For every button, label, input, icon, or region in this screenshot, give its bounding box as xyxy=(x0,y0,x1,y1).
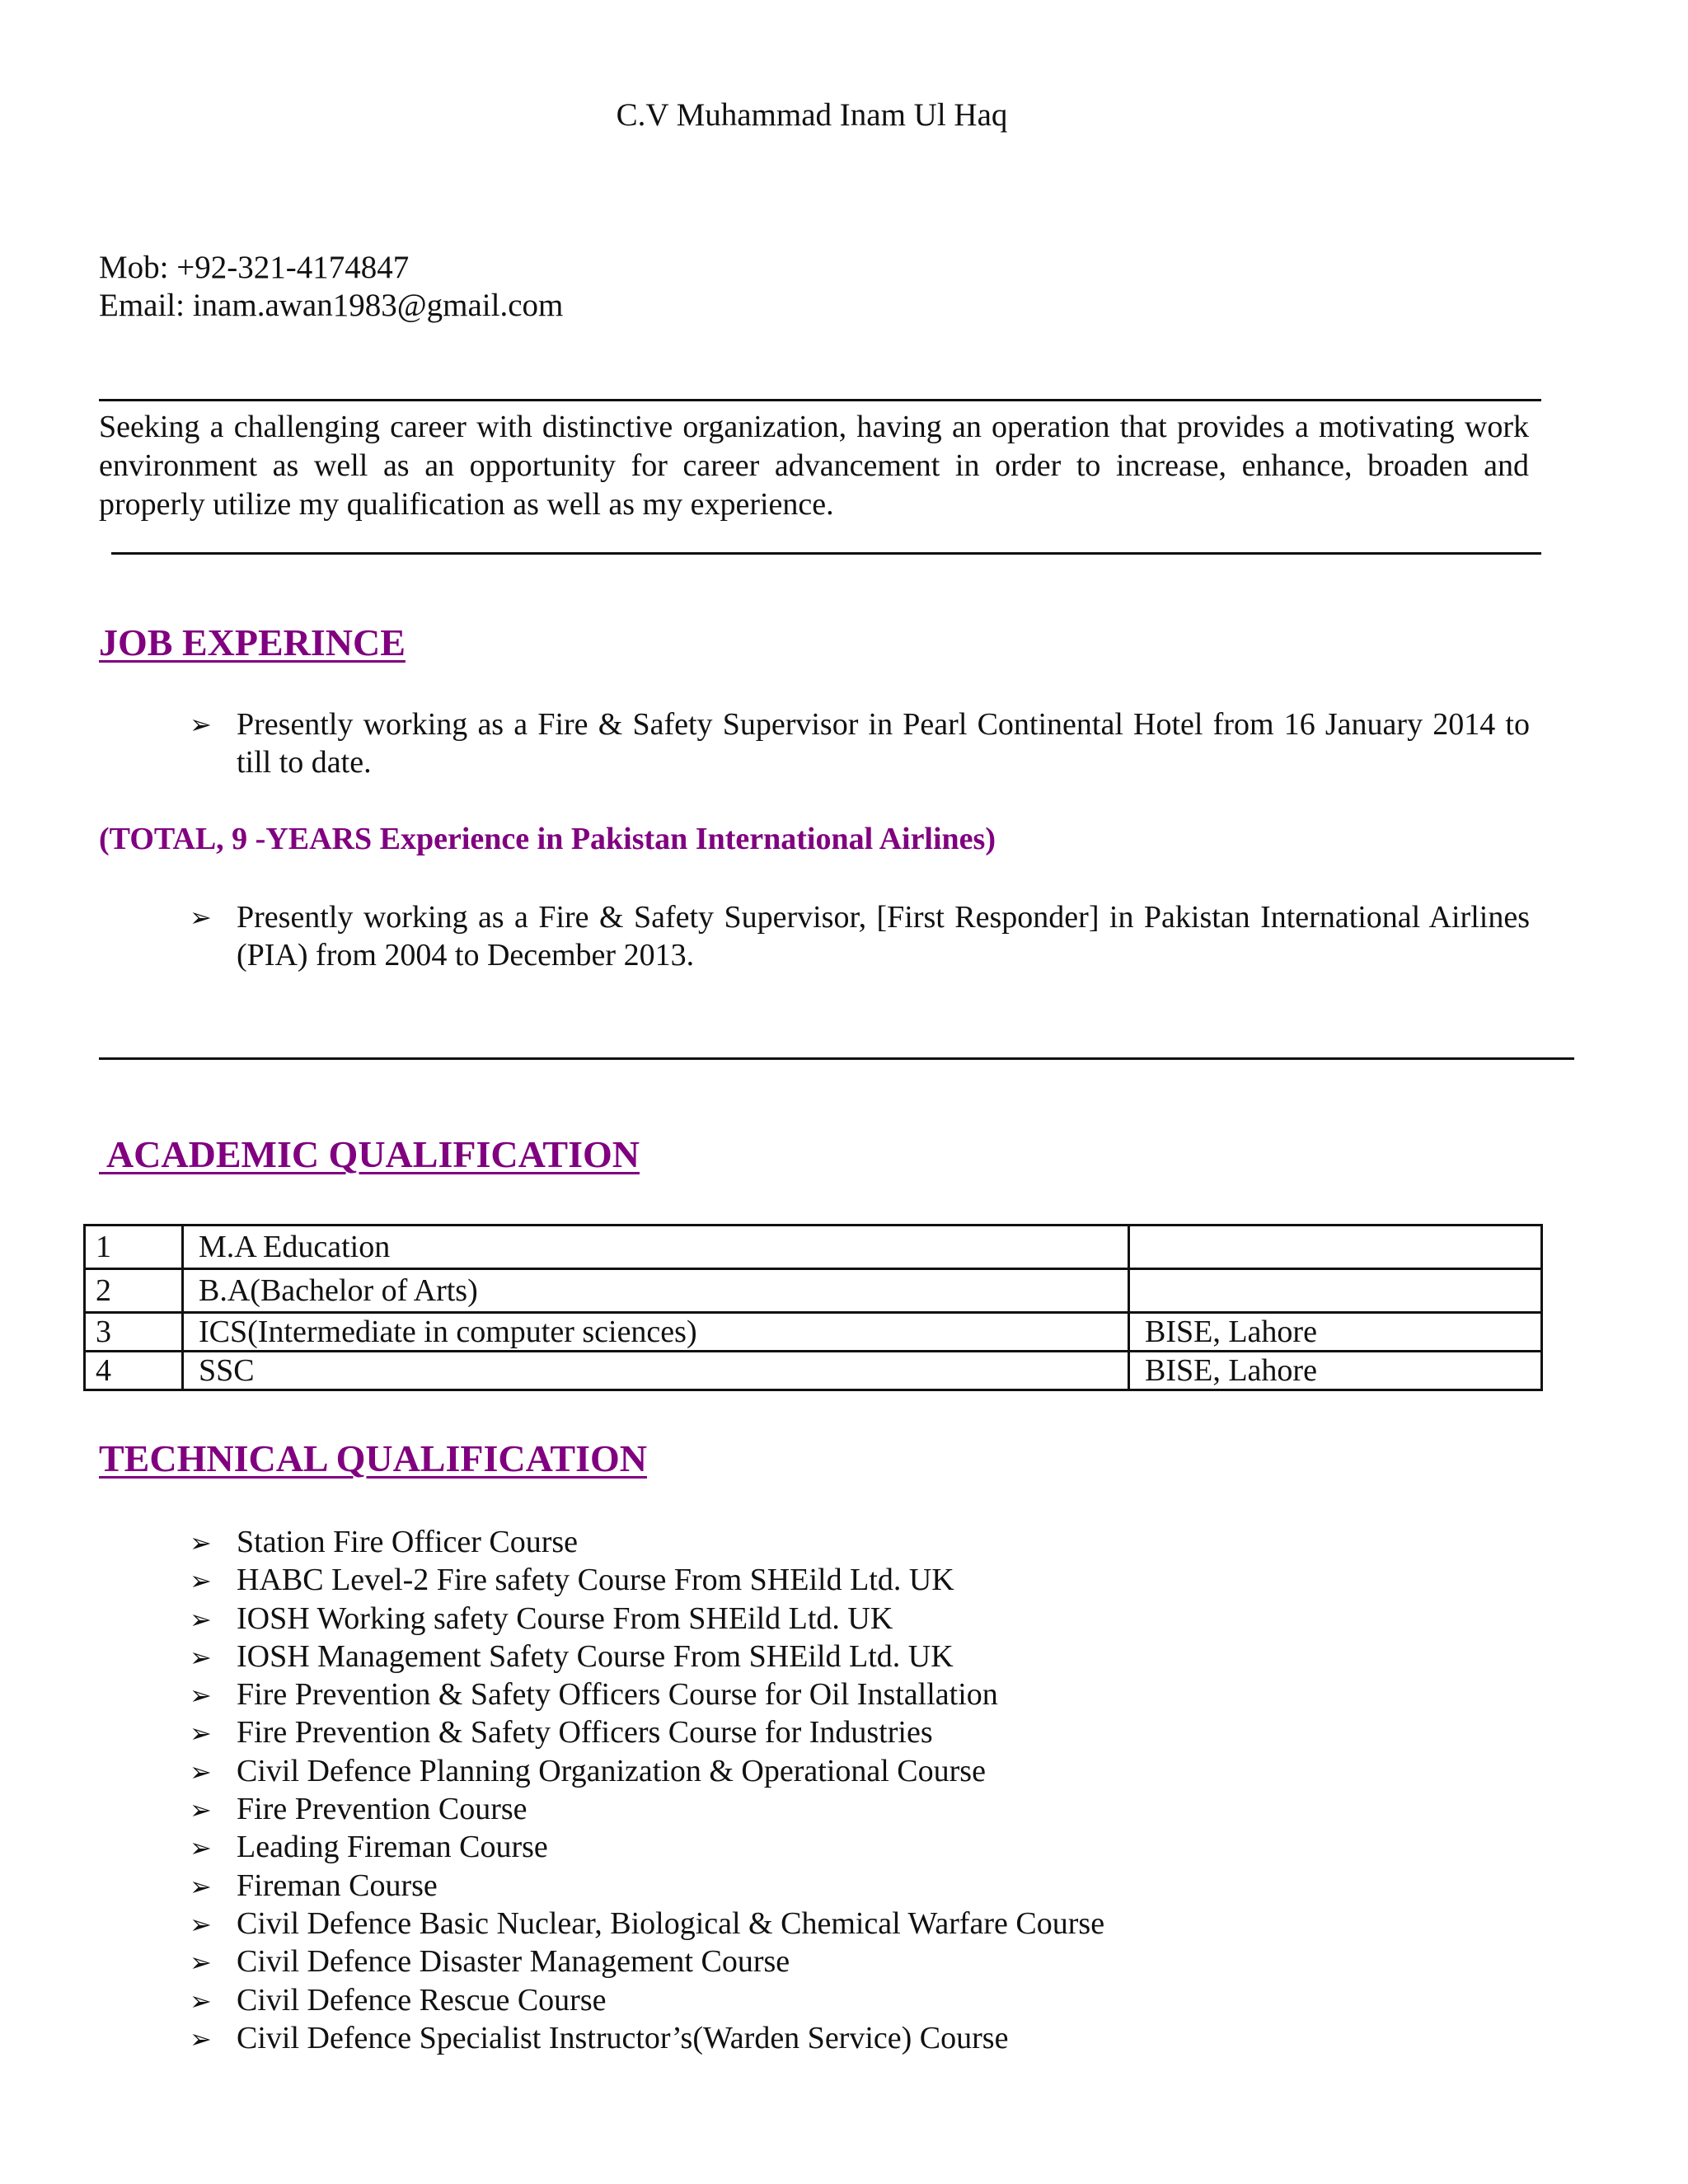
degree-cell: M.A Education xyxy=(183,1226,1129,1269)
technical-qualification-list xyxy=(190,1523,1104,2057)
arrowhead-bullet-icon: ➢ xyxy=(190,1527,212,1558)
arrowhead-bullet-icon: ➢ xyxy=(190,1603,212,1635)
job-item xyxy=(190,705,1530,781)
divider-experience xyxy=(99,1057,1574,1060)
row-number: 4 xyxy=(85,1352,183,1390)
list-item xyxy=(190,1561,1104,1599)
arrowhead-bullet-icon: ➢ xyxy=(190,1908,212,1940)
job-item xyxy=(190,898,1530,974)
academic-qualification-table xyxy=(83,1224,1543,1391)
email-address: Email: inam.awan1983@gmail.com xyxy=(99,288,564,323)
course-name: Civil Defence Disaster Management Course xyxy=(237,1944,790,1980)
course-name: Civil Defence Rescue Course xyxy=(237,1982,607,2018)
course-name: Civil Defence Basic Nuclear, Biological & Chemical Warfare Course xyxy=(237,1905,1105,1941)
career-objective: Seeking a challenging career with distinctive organization, having an operation that provides a motivating work environment as well as an opportunity for career advancement in order to increase, enhance, broaden and properly utilize my qualification as well as my experience. xyxy=(99,410,1529,522)
board-cell: BISE, Lahore xyxy=(1129,1313,1542,1352)
list-item xyxy=(190,1638,1104,1675)
divider-top xyxy=(99,399,1541,401)
course-name: Fire Prevention & Safety Officers Course for Oil Installation xyxy=(237,1677,998,1713)
arrowhead-bullet-icon: ➢ xyxy=(190,1947,212,1979)
contact-block xyxy=(99,249,563,325)
course-name: Fireman Course xyxy=(237,1868,438,1903)
page-title: C.V Muhammad Inam Ul Haq xyxy=(616,97,1008,133)
list-item xyxy=(190,1943,1104,1980)
table-row xyxy=(85,1226,1542,1269)
arrowhead-bullet-icon: ➢ xyxy=(190,1565,212,1597)
row-number: 2 xyxy=(85,1269,183,1313)
arrowhead-bullet-icon: ➢ xyxy=(190,1832,212,1864)
list-item xyxy=(190,1713,1104,1751)
academic-qualification-heading: ACADEMIC QUALIFICATION xyxy=(99,1133,640,1175)
board-cell: BISE, Lahore xyxy=(1129,1352,1542,1390)
mobile-number: Mob: +92-321-4174847 xyxy=(99,250,410,285)
list-item xyxy=(190,1790,1104,1828)
technical-qualification-heading: TECHNICAL QUALIFICATION xyxy=(99,1437,647,1479)
list-item xyxy=(190,1523,1104,1561)
arrowhead-bullet-icon: ➢ xyxy=(190,902,212,933)
list-item xyxy=(190,1828,1104,1866)
arrowhead-bullet-icon: ➢ xyxy=(190,1755,212,1788)
list-item xyxy=(190,1905,1104,1943)
course-name: Fire Prevention Course xyxy=(237,1792,528,1827)
course-name: Civil Defence Specialist Instructor’s(Warden Service) Course xyxy=(237,2020,1009,2055)
divider-objective xyxy=(111,552,1541,555)
degree-cell: B.A(Bachelor of Arts) xyxy=(183,1269,1129,1313)
total-experience-note: (TOTAL, 9 -YEARS Experience in Pakistan International Airlines) xyxy=(99,822,996,856)
degree-cell: ICS(Intermediate in computer sciences) xyxy=(183,1313,1129,1352)
arrowhead-bullet-icon: ➢ xyxy=(190,1680,212,1712)
course-name: IOSH Management Safety Course From SHEild Ltd. UK xyxy=(237,1638,954,1674)
row-number: 1 xyxy=(85,1226,183,1269)
course-name: Fire Prevention & Safety Officers Course for Industries xyxy=(237,1715,933,1750)
job-item-text: Presently working as a Fire & Safety Supervisor in Pearl Continental Hotel from 16 January 2014 to till to date. xyxy=(237,707,1530,780)
row-number: 3 xyxy=(85,1313,183,1352)
job-item-text: Presently working as a Fire & Safety Supervisor, [First Responder] in Pakistan International Airlines (PIA) from 2004 to December 2013. xyxy=(237,900,1530,972)
arrowhead-bullet-icon: ➢ xyxy=(190,1641,212,1673)
table-row xyxy=(85,1352,1542,1390)
course-name: Civil Defence Planning Organization & Operational Course xyxy=(237,1753,986,1788)
table-row xyxy=(85,1313,1542,1352)
list-item xyxy=(190,2019,1104,2057)
course-name: Leading Fireman Course xyxy=(237,1830,548,1865)
list-item xyxy=(190,1752,1104,1790)
list-item xyxy=(190,1600,1104,1638)
arrowhead-bullet-icon: ➢ xyxy=(190,1794,212,1826)
board-cell xyxy=(1129,1226,1542,1269)
list-item xyxy=(190,1867,1104,1905)
arrowhead-bullet-icon: ➢ xyxy=(190,1870,212,1902)
degree-cell: SSC xyxy=(183,1352,1129,1390)
table-row xyxy=(85,1269,1542,1313)
arrowhead-bullet-icon: ➢ xyxy=(190,1718,212,1750)
list-item xyxy=(190,1675,1104,1713)
course-name: Station Fire Officer Course xyxy=(237,1525,579,1559)
board-cell xyxy=(1129,1269,1542,1313)
arrowhead-bullet-icon: ➢ xyxy=(190,2022,212,2055)
course-name: IOSH Working safety Course From SHEild Ltd. UK xyxy=(237,1601,893,1636)
arrowhead-bullet-icon: ➢ xyxy=(190,1985,212,2017)
course-name: HABC Level-2 Fire safety Course From SHEild Ltd. UK xyxy=(237,1563,954,1598)
arrowhead-bullet-icon: ➢ xyxy=(190,709,212,740)
job-experience-heading: JOB EXPERINCE xyxy=(99,621,406,663)
list-item xyxy=(190,1981,1104,2019)
